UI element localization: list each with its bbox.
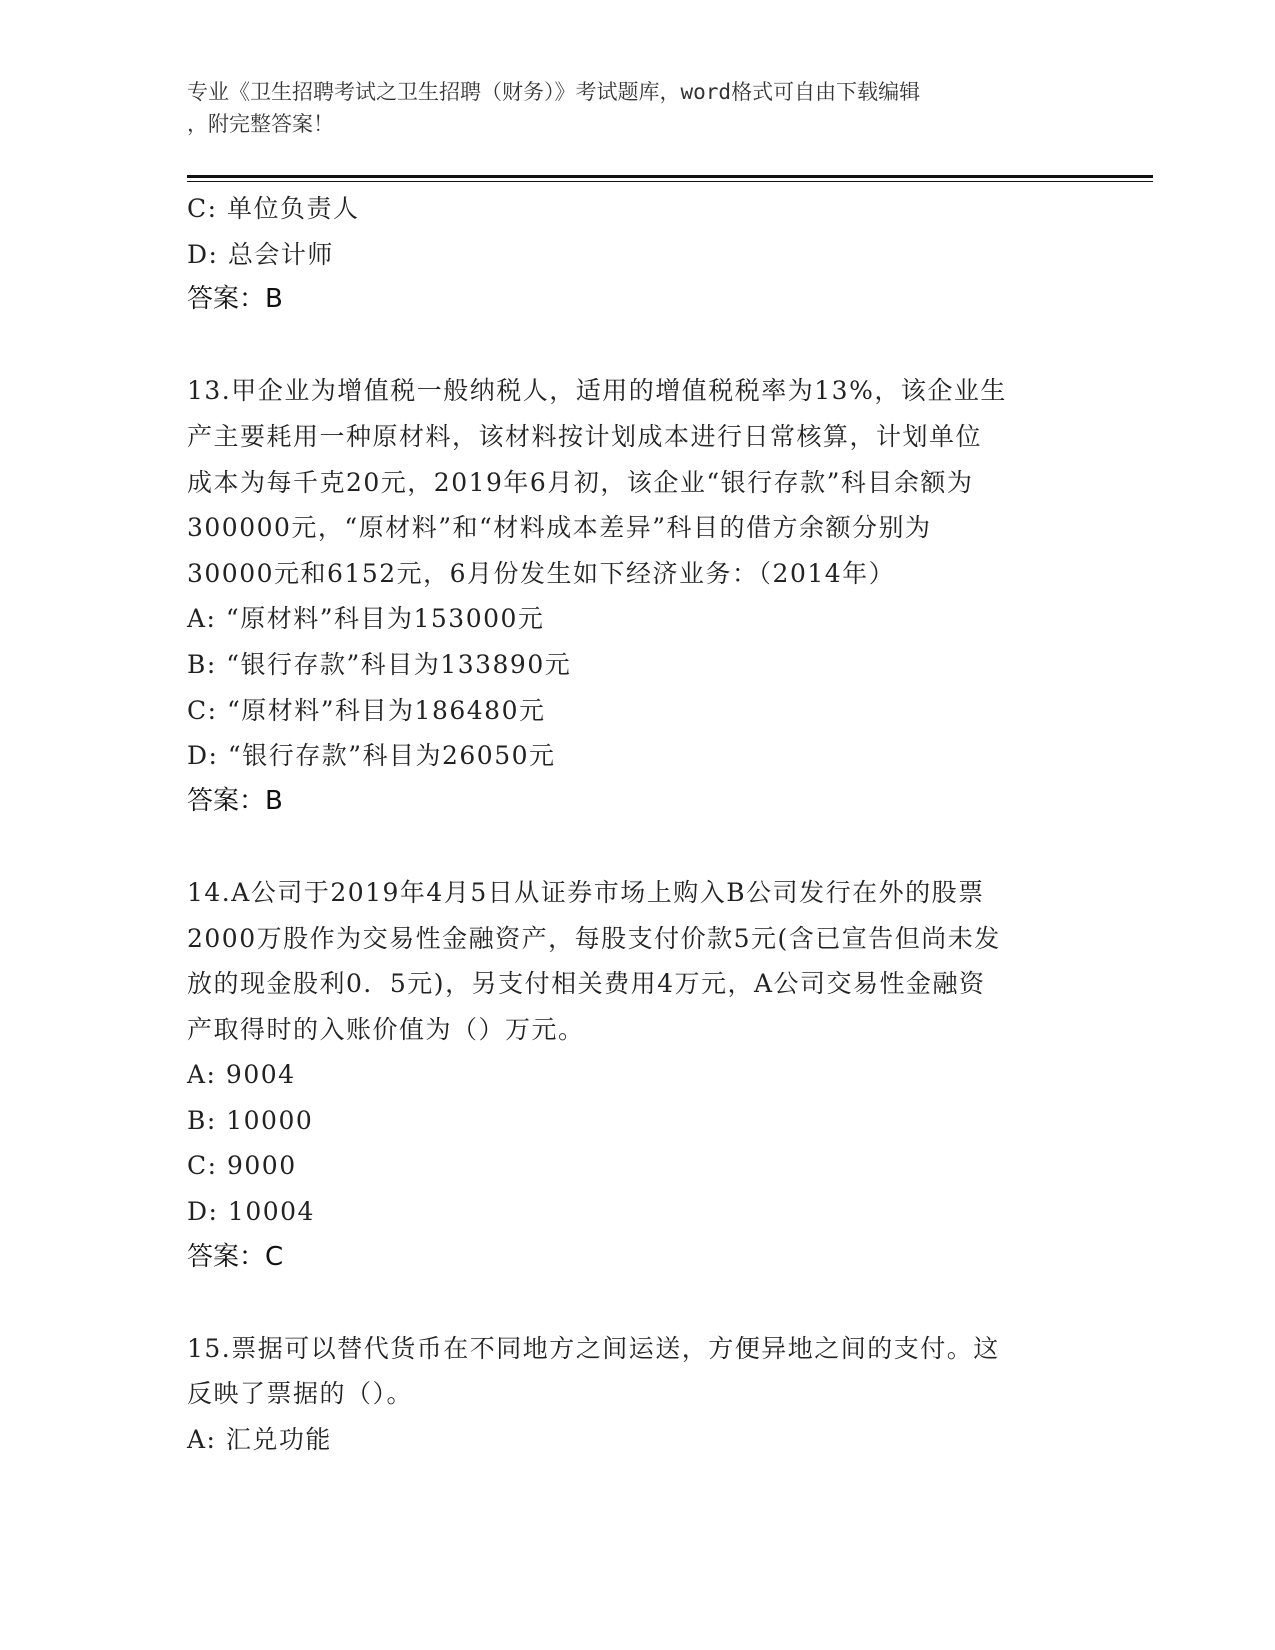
q14-answer: 答案：C xyxy=(187,1241,284,1272)
header-title-line-1: 专业《卫生招聘考试之卫生招聘（财务）》考试题库，word格式可自由下载编辑 xyxy=(187,80,921,104)
q15-option-a: A: 汇兑功能 xyxy=(187,1425,332,1455)
question-12-tail xyxy=(187,186,1087,323)
q13-stem-line-2: 产主要耗用一种原材料，该材料按计划成本进行日常核算，计划单位 xyxy=(187,421,983,451)
q12-answer: 答案：B xyxy=(187,284,283,315)
q14-option-b: B: 10000 xyxy=(187,1105,314,1135)
header-divider-thin xyxy=(187,181,1153,182)
header-divider-thick xyxy=(187,175,1153,178)
q14-option-c: C: 9000 xyxy=(187,1151,297,1181)
q14-option-a: A: 9004 xyxy=(187,1060,296,1090)
question-15 xyxy=(187,1326,1087,1463)
header-title-line-2: ，附完整答案！ xyxy=(187,112,334,136)
q14-stem-line-2: 2000万股作为交易性金融资产，每股支付价款5元(含已宣告但尚未发 xyxy=(187,923,1001,953)
document-body xyxy=(187,186,1087,1463)
q12-option-c: C: 单位负责人 xyxy=(187,194,360,223)
q13-option-d: D: “银行存款”科目为26050元 xyxy=(187,741,556,771)
spacer xyxy=(187,323,1087,369)
q15-stem-line-2: 反映了票据的（）。 xyxy=(187,1379,414,1409)
q14-stem-line-1: 14.A公司于2019年4月5日从证券市场上购入B公司发行在外的股票 xyxy=(187,877,985,907)
q13-stem-line-4: 300000元，“原材料”和“材料成本差异”科目的借方余额分别为 xyxy=(187,513,932,543)
spacer xyxy=(187,1280,1087,1326)
q13-stem-line-1: 13.甲企业为增值税一般纳税人，适用的增值税税率为13%，该企业生 xyxy=(187,376,1007,406)
q14-stem-line-4: 产取得时的入账价值为（）万元。 xyxy=(187,1014,585,1044)
q14-stem-line-3: 放的现金股利0．5元)，另支付相关费用4万元，A公司交易性金融资 xyxy=(187,969,986,999)
question-14 xyxy=(187,870,1087,1280)
question-13 xyxy=(187,368,1087,824)
q13-answer: 答案：B xyxy=(187,785,283,816)
q13-stem-line-3: 成本为每千克20元，2019年6月初，该企业“银行存款”科目余额为 xyxy=(187,467,974,497)
q15-stem-line-1: 15.票据可以替代货币在不同地方之间运送，方便异地之间的支付。这 xyxy=(187,1333,1000,1363)
q13-option-b: B: “银行存款”科目为133890元 xyxy=(187,649,572,679)
q13-stem-line-5: 30000元和6152元，6月份发生如下经济业务：（2014年） xyxy=(187,558,896,588)
q13-option-c: C: “原材料”科目为186480元 xyxy=(187,695,546,725)
q12-option-d: D: 总会计师 xyxy=(187,239,334,269)
q14-option-d: D: 10004 xyxy=(187,1197,315,1227)
document-header xyxy=(187,76,1087,140)
q13-option-a: A: “原材料”科目为153000元 xyxy=(187,604,545,634)
spacer xyxy=(187,824,1087,870)
